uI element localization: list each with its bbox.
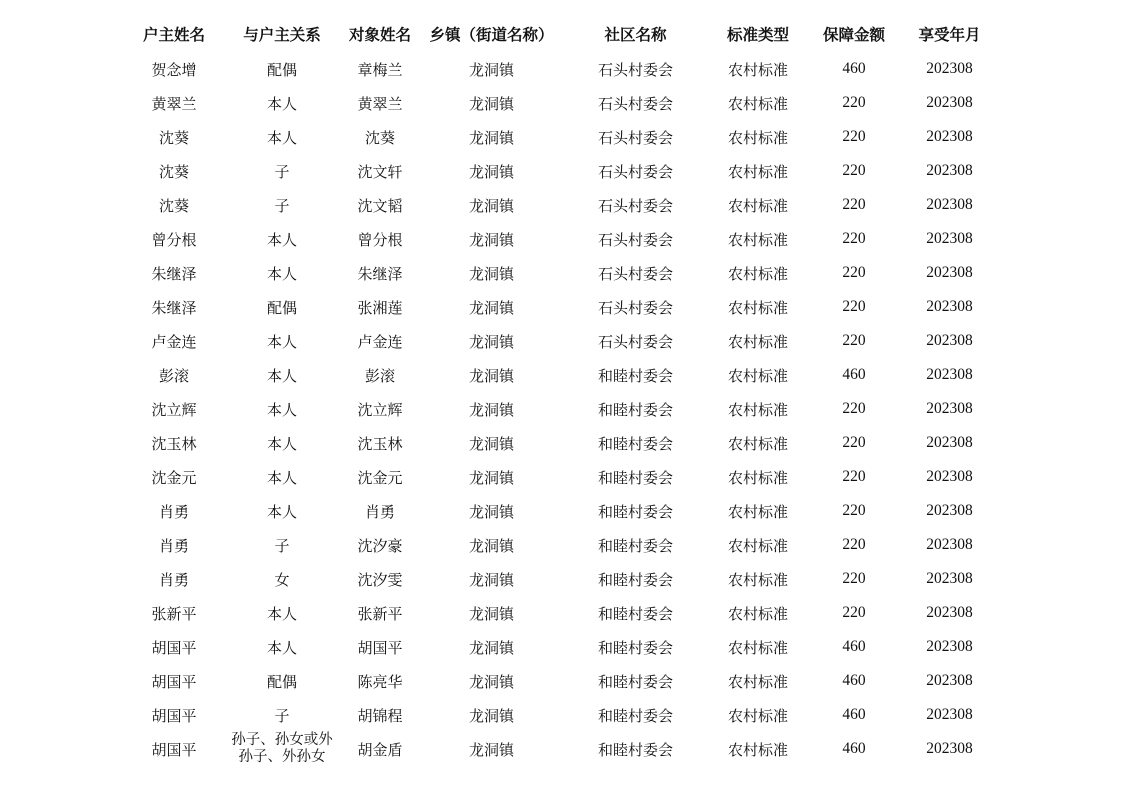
township-cell: 龙洞镇 <box>468 536 514 555</box>
standard-type-cell: 农村标准 <box>727 502 788 521</box>
table-row <box>120 154 995 188</box>
community-cell: 石头村委会 <box>597 162 673 181</box>
amount-cell: 220 <box>842 502 866 519</box>
community-cell: 石头村委会 <box>597 230 673 249</box>
township-cell: 龙洞镇 <box>468 332 514 351</box>
householder-name-cell: 沈葵 <box>158 128 189 147</box>
header-standard-type: 标准类型 <box>726 26 789 44</box>
recipient-name-cell: 陈亮华 <box>357 672 403 691</box>
relationship-cell: 子 <box>274 706 290 725</box>
township-cell: 龙洞镇 <box>468 468 514 487</box>
benefit-month-cell: 202308 <box>926 604 973 621</box>
beneficiary-table <box>120 16 995 766</box>
relationship-cell: 本人 <box>266 604 297 623</box>
community-cell: 和睦村委会 <box>597 638 673 657</box>
standard-type-cell: 农村标准 <box>727 468 788 487</box>
community-cell: 石头村委会 <box>597 94 673 113</box>
recipient-name-cell: 彭滚 <box>364 366 395 385</box>
township-cell: 龙洞镇 <box>468 434 514 453</box>
community-cell: 石头村委会 <box>597 264 673 283</box>
householder-name-cell: 胡国平 <box>151 706 197 725</box>
benefit-month-cell: 202308 <box>926 230 973 247</box>
relationship-cell: 女 <box>274 570 290 589</box>
relationship-cell: 子 <box>274 196 290 215</box>
householder-name-cell: 黄翠兰 <box>151 94 197 113</box>
township-cell: 龙洞镇 <box>468 162 514 181</box>
amount-cell: 220 <box>842 128 866 145</box>
header-community: 社区名称 <box>604 26 667 44</box>
householder-name-cell: 沈葵 <box>158 196 189 215</box>
recipient-name-cell: 黄翠兰 <box>357 94 403 113</box>
table-row <box>120 358 995 392</box>
community-cell: 和睦村委会 <box>597 366 673 385</box>
householder-name-cell: 胡国平 <box>151 672 197 691</box>
benefit-month-cell: 202308 <box>926 162 973 179</box>
township-cell: 龙洞镇 <box>468 604 514 623</box>
township-cell: 龙洞镇 <box>468 366 514 385</box>
table-row <box>120 596 995 630</box>
header-township: 乡镇（街道名称） <box>429 26 554 44</box>
community-cell: 石头村委会 <box>597 196 673 215</box>
community-cell: 和睦村委会 <box>597 468 673 487</box>
standard-type-cell: 农村标准 <box>727 672 788 691</box>
amount-cell: 220 <box>842 264 866 281</box>
recipient-name-cell: 沈立辉 <box>357 400 403 419</box>
recipient-name-cell: 沈玉林 <box>357 434 403 453</box>
table-row <box>120 698 995 732</box>
table-row <box>120 256 995 290</box>
amount-cell: 220 <box>842 298 866 315</box>
amount-cell: 220 <box>842 604 866 621</box>
community-cell: 石头村委会 <box>597 298 673 317</box>
householder-name-cell: 彭滚 <box>158 366 189 385</box>
standard-type-cell: 农村标准 <box>727 638 788 657</box>
amount-cell: 220 <box>842 570 866 587</box>
table-row <box>120 664 995 698</box>
benefit-month-cell: 202308 <box>926 264 973 281</box>
relationship-cell: 本人 <box>266 366 297 385</box>
standard-type-cell: 农村标准 <box>727 94 788 113</box>
amount-cell: 220 <box>842 230 866 247</box>
benefit-month-cell: 202308 <box>926 60 973 77</box>
recipient-name-cell: 沈汐雯 <box>357 570 403 589</box>
community-cell: 石头村委会 <box>597 332 673 351</box>
relationship-cell: 本人 <box>266 128 297 147</box>
standard-type-cell: 农村标准 <box>727 196 788 215</box>
recipient-name-cell: 曾分根 <box>357 230 403 249</box>
recipient-name-cell: 张新平 <box>357 604 403 623</box>
community-cell: 和睦村委会 <box>597 434 673 453</box>
benefit-month-cell: 202308 <box>926 536 973 553</box>
amount-cell: 460 <box>842 740 866 757</box>
recipient-name-cell: 沈汐豪 <box>357 536 403 555</box>
community-cell: 石头村委会 <box>597 128 673 147</box>
recipient-name-cell: 胡锦程 <box>357 706 403 725</box>
table-header <box>120 16 995 52</box>
amount-cell: 220 <box>842 434 866 451</box>
householder-name-cell: 朱继泽 <box>151 264 197 283</box>
township-cell: 龙洞镇 <box>468 570 514 589</box>
table-row <box>120 392 995 426</box>
relationship-cell: 配偶 <box>266 298 297 317</box>
householder-name-cell: 胡国平 <box>151 638 197 657</box>
householder-name-cell: 沈立辉 <box>151 400 197 419</box>
relationship-cell: 子 <box>274 536 290 555</box>
benefit-month-cell: 202308 <box>926 94 973 111</box>
amount-cell: 460 <box>842 706 866 723</box>
table-row <box>120 562 995 596</box>
township-cell: 龙洞镇 <box>468 502 514 521</box>
township-cell: 龙洞镇 <box>468 638 514 657</box>
township-cell: 龙洞镇 <box>468 94 514 113</box>
benefit-month-cell: 202308 <box>926 298 973 315</box>
table-row <box>120 86 995 120</box>
amount-cell: 220 <box>842 162 866 179</box>
table-row <box>120 732 995 766</box>
amount-cell: 220 <box>842 196 866 213</box>
township-cell: 龙洞镇 <box>468 230 514 249</box>
amount-cell: 460 <box>842 60 866 77</box>
householder-name-cell: 卢金连 <box>151 332 197 351</box>
recipient-name-cell: 沈葵 <box>364 128 395 147</box>
standard-type-cell: 农村标准 <box>727 230 788 249</box>
township-cell: 龙洞镇 <box>468 400 514 419</box>
benefit-month-cell: 202308 <box>926 366 973 383</box>
householder-name-cell: 肖勇 <box>158 502 189 521</box>
householder-name-cell: 曾分根 <box>151 230 197 249</box>
table-row <box>120 630 995 664</box>
amount-cell: 220 <box>842 400 866 417</box>
benefit-month-cell: 202308 <box>926 332 973 349</box>
recipient-name-cell: 沈文轩 <box>357 162 403 181</box>
recipient-name-cell: 卢金连 <box>357 332 403 351</box>
recipient-name-cell: 张湘莲 <box>357 298 403 317</box>
township-cell: 龙洞镇 <box>468 706 514 725</box>
benefit-month-cell: 202308 <box>926 706 973 723</box>
community-cell: 和睦村委会 <box>597 570 673 589</box>
table-row <box>120 426 995 460</box>
relationship-cell: 配偶 <box>266 672 297 691</box>
community-cell: 和睦村委会 <box>597 536 673 555</box>
table-row <box>120 528 995 562</box>
householder-name-cell: 肖勇 <box>158 570 189 589</box>
standard-type-cell: 农村标准 <box>727 162 788 181</box>
relationship-cell: 本人 <box>266 94 297 113</box>
benefit-month-cell: 202308 <box>926 672 973 689</box>
amount-cell: 460 <box>842 638 866 655</box>
relationship-cell: 本人 <box>266 502 297 521</box>
community-cell: 和睦村委会 <box>597 672 673 691</box>
township-cell: 龙洞镇 <box>468 60 514 79</box>
recipient-name-cell: 胡金盾 <box>357 740 403 759</box>
township-cell: 龙洞镇 <box>468 196 514 215</box>
recipient-name-cell: 沈金元 <box>357 468 403 487</box>
householder-name-cell: 胡国平 <box>151 740 197 759</box>
community-cell: 和睦村委会 <box>597 740 673 759</box>
standard-type-cell: 农村标准 <box>727 366 788 385</box>
header-benefit-month: 享受年月 <box>918 26 981 44</box>
amount-cell: 220 <box>842 332 866 349</box>
standard-type-cell: 农村标准 <box>727 536 788 555</box>
recipient-name-cell: 肖勇 <box>364 502 395 521</box>
householder-name-cell: 沈葵 <box>158 162 189 181</box>
recipient-name-cell: 章梅兰 <box>357 60 403 79</box>
township-cell: 龙洞镇 <box>468 298 514 317</box>
table-row <box>120 52 995 86</box>
standard-type-cell: 农村标准 <box>727 332 788 351</box>
standard-type-cell: 农村标准 <box>727 570 788 589</box>
benefit-month-cell: 202308 <box>926 128 973 145</box>
amount-cell: 460 <box>842 366 866 383</box>
benefit-month-cell: 202308 <box>926 468 973 485</box>
header-relationship: 与户主关系 <box>243 26 321 44</box>
householder-name-cell: 贺念增 <box>151 60 197 79</box>
householder-name-cell: 朱继泽 <box>151 298 197 317</box>
amount-cell: 460 <box>842 672 866 689</box>
relationship-cell: 孙子、孙女或外孙子、外孙女 <box>231 732 333 765</box>
community-cell: 和睦村委会 <box>597 706 673 725</box>
standard-type-cell: 农村标准 <box>727 264 788 283</box>
householder-name-cell: 肖勇 <box>158 536 189 555</box>
table-row <box>120 460 995 494</box>
relationship-cell: 本人 <box>266 264 297 283</box>
benefit-month-cell: 202308 <box>926 502 973 519</box>
community-cell: 和睦村委会 <box>597 400 673 419</box>
header-amount: 保障金额 <box>822 26 885 44</box>
township-cell: 龙洞镇 <box>468 264 514 283</box>
householder-name-cell: 沈玉林 <box>151 434 197 453</box>
table-body <box>120 52 995 766</box>
standard-type-cell: 农村标准 <box>727 604 788 623</box>
header-householder-name: 户主姓名 <box>142 26 205 44</box>
community-cell: 和睦村委会 <box>597 502 673 521</box>
relationship-cell: 配偶 <box>266 60 297 79</box>
benefit-month-cell: 202308 <box>926 434 973 451</box>
relationship-cell: 本人 <box>266 468 297 487</box>
standard-type-cell: 农村标准 <box>727 706 788 725</box>
table-row <box>120 222 995 256</box>
standard-type-cell: 农村标准 <box>727 434 788 453</box>
table-row <box>120 324 995 358</box>
table-row <box>120 188 995 222</box>
relationship-cell: 子 <box>274 162 290 181</box>
amount-cell: 220 <box>842 536 866 553</box>
community-cell: 石头村委会 <box>597 60 673 79</box>
relationship-cell: 本人 <box>266 230 297 249</box>
relationship-cell: 本人 <box>266 332 297 351</box>
recipient-name-cell: 沈文韬 <box>357 196 403 215</box>
table-row <box>120 494 995 528</box>
community-cell: 和睦村委会 <box>597 604 673 623</box>
amount-cell: 220 <box>842 468 866 485</box>
standard-type-cell: 农村标准 <box>727 128 788 147</box>
relationship-cell: 本人 <box>266 400 297 419</box>
householder-name-cell: 沈金元 <box>151 468 197 487</box>
benefit-month-cell: 202308 <box>926 196 973 213</box>
benefit-month-cell: 202308 <box>926 400 973 417</box>
benefit-month-cell: 202308 <box>926 740 973 757</box>
recipient-name-cell: 朱继泽 <box>357 264 403 283</box>
benefit-month-cell: 202308 <box>926 570 973 587</box>
township-cell: 龙洞镇 <box>468 740 514 759</box>
recipient-name-cell: 胡国平 <box>357 638 403 657</box>
table-row <box>120 290 995 324</box>
standard-type-cell: 农村标准 <box>727 60 788 79</box>
relationship-cell: 本人 <box>266 434 297 453</box>
householder-name-cell: 张新平 <box>151 604 197 623</box>
table-row <box>120 120 995 154</box>
benefit-month-cell: 202308 <box>926 638 973 655</box>
header-recipient-name: 对象姓名 <box>348 26 411 44</box>
standard-type-cell: 农村标准 <box>727 740 788 759</box>
amount-cell: 220 <box>842 94 866 111</box>
standard-type-cell: 农村标准 <box>727 298 788 317</box>
township-cell: 龙洞镇 <box>468 128 514 147</box>
township-cell: 龙洞镇 <box>468 672 514 691</box>
relationship-cell: 本人 <box>266 638 297 657</box>
standard-type-cell: 农村标准 <box>727 400 788 419</box>
header-row <box>120 16 995 52</box>
